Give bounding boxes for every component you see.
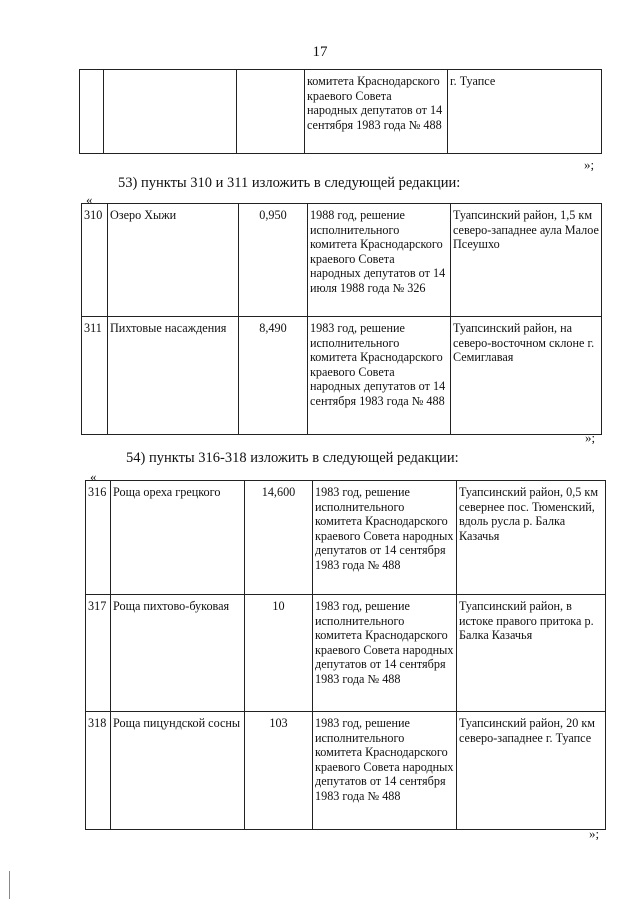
row-number: 310 <box>82 204 108 317</box>
row-location: Туапсинский район, на северо-восточном склоне г. Семиглавая <box>451 317 602 435</box>
row-number: 318 <box>86 712 111 830</box>
row-area: 8,490 <box>239 317 308 435</box>
row-location: Туапсинский район, 1,5 км северо-западнее аула Малое Псеушхо <box>451 204 602 317</box>
row-number: 316 <box>86 481 111 595</box>
row-location: Туапсинский район, в истоке правого притока р. Балка Казачья <box>457 595 606 712</box>
page-number: 17 <box>312 44 328 60</box>
continuation-table <box>79 69 602 154</box>
section-54-table <box>85 480 606 830</box>
closing-quote: »; <box>584 157 595 172</box>
table-row <box>82 204 602 317</box>
row-number: 311 <box>82 317 108 435</box>
section-53-heading: 53) пункты 310 и 311 изложить в следующей редакции: <box>118 175 461 191</box>
table-row <box>82 317 602 435</box>
margin-mark <box>9 871 11 899</box>
table-row <box>86 481 606 595</box>
row-area <box>237 70 305 154</box>
row-name: Роща пицундской сосны <box>111 712 245 830</box>
section-54-heading: 54) пункты 316-318 изложить в следующей редакции: <box>126 450 459 466</box>
row-number: 317 <box>86 595 111 712</box>
row-area: 0,950 <box>239 204 308 317</box>
row-location: г. Туапсе <box>448 70 602 154</box>
row-document: 1988 год, решение исполнительного комитета Краснодарского краевого Совета народных депутатов от 14 июля 1988 года № 326 <box>308 204 451 317</box>
row-area: 14,600 <box>245 481 313 595</box>
closing-quote: »; <box>589 826 600 841</box>
table-row <box>86 595 606 712</box>
row-name: Роща ореха грецкого <box>111 481 245 595</box>
row-location: Туапсинский район, 0,5 км севернее пос. Тюменский, вдоль русла р. Балка Казачья <box>457 481 606 595</box>
closing-quote: »; <box>585 430 596 445</box>
row-name: Роща пихтово-буковая <box>111 595 245 712</box>
row-area: 103 <box>245 712 313 830</box>
section-53-table <box>81 203 602 435</box>
row-document: 1983 год, решение исполнительного комитета Краснодарского краевого Совета народных депутатов от 14 сентября 1983 года № 488 <box>313 481 457 595</box>
row-name <box>104 70 237 154</box>
opening-quote: « <box>86 192 93 207</box>
row-document: 1983 год, решение исполнительного комитета Краснодарского краевого Совета народных депутатов от 14 сентября 1983 года № 488 <box>313 712 457 830</box>
row-name: Пихтовые насаждения <box>108 317 239 435</box>
row-document: 1983 год, решение исполнительного комитета Краснодарского краевого Совета народных депутатов от 14 сентября 1983 года № 488 <box>308 317 451 435</box>
row-document: комитета Краснодарского краевого Совета народных депутатов от 14 сентября 1983 года № 488 <box>305 70 448 154</box>
opening-quote: « <box>90 469 97 484</box>
row-area: 10 <box>245 595 313 712</box>
row-name: Озеро Хыжи <box>108 204 239 317</box>
table-row <box>80 70 602 154</box>
table-row <box>86 712 606 830</box>
row-number <box>80 70 104 154</box>
row-document: 1983 год, решение исполнительного комитета Краснодарского краевого Совета народных депутатов от 14 сентября 1983 года № 488 <box>313 595 457 712</box>
row-location: Туапсинский район, 20 км северо-западнее г. Туапсе <box>457 712 606 830</box>
